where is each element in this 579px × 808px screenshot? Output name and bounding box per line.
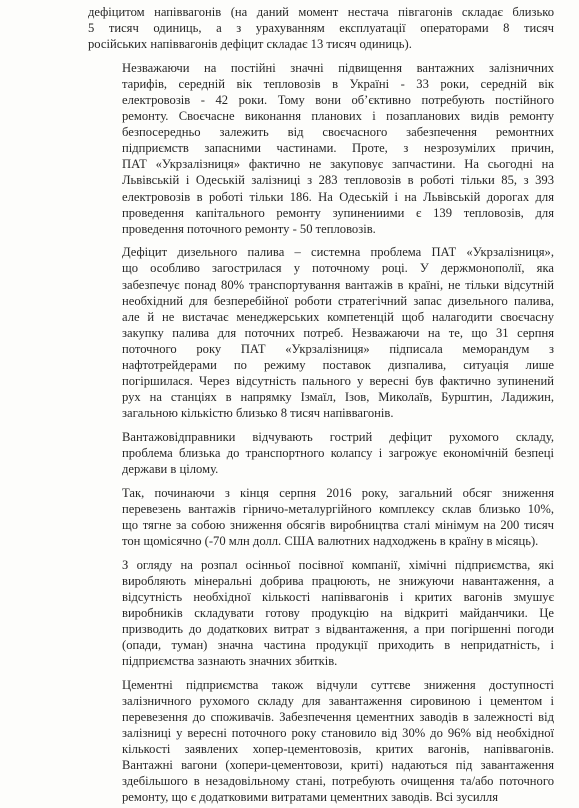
paragraph [88, 677, 554, 806]
text-line: Львівській і Одеській залізниці з 283 тепловозів в роботі тільки 85, з 393 [122, 173, 554, 188]
text-line: Вантажовідправники відчувають гострий дефіцит рухомого складу, [122, 429, 554, 444]
text-line: поточного року ПАТ «Укрзалізниця» підписала меморандум з [122, 341, 554, 356]
text-line: електровозів в роботі тільки 186. На Одеській і на Львівській дорогах для [122, 189, 554, 204]
text-line: але й не вистачає менеджерських компетенцій щоб налагодити своєчасну [122, 309, 554, 324]
paragraph [88, 4, 554, 52]
text-line: відсутність необхідної кількості напіввагонів і критих вагонів змушує [122, 589, 554, 604]
text-line: З огляду на розпал осінньої посівної компанії, хімічні підприємства, які [122, 557, 554, 572]
text-line: (опади, туман) значна частина продукції приходить в непридатність, і [122, 637, 554, 652]
text-line: тарифів, середній вік тепловозів в Україні - 33 роки, середній вік [122, 76, 554, 91]
paragraph [88, 244, 554, 421]
text-line: загальною кількістю близько 8 тисяч напіввагонів. [122, 406, 394, 421]
text-line: проведення капітального ремонту зупинениими є 139 тепловозів, для [122, 205, 554, 220]
text-line: що тягне за собою зниження обсягів виробництва сталі мінімум на 200 тисяч [122, 517, 554, 532]
text-line: залізниці у вересні поточного року становило від 30% до 96% від необхідної [122, 725, 554, 740]
text-line: перевезень вантажів гірничо-металургійного комплексу склав близько 10%, [122, 501, 554, 516]
text-line: Дефіцит дизельного палива – системна проблема ПАТ «Укрзалізниця», [122, 245, 554, 260]
text-line: підприємств запасними частинами. Проте, з незрозумілих причин, [122, 141, 554, 156]
text-line: ремонту, що є додатковими витратами цементних заводів. Всі зусилля [122, 790, 499, 805]
text-line: Вантажні вагони (хопери-цементовози, криті) надаються під завантаження [122, 758, 554, 773]
paragraph [88, 485, 554, 549]
text-line: забезпечує понад 80% транспортування вантажів в країні, не тільки відсутній [122, 277, 554, 292]
document-body [88, 4, 554, 808]
text-line: нафтотрейдерами по режиму поставок дизпалива, ситуація лише [122, 357, 554, 372]
text-line: тон щомісячно (-70 млн долл. США валютних надходжень в країну в місяць). [122, 533, 539, 548]
paragraph [88, 557, 554, 670]
text-line: російських напіввагонів дефіцит складає 13 тисяч одиниць). [88, 37, 412, 52]
paragraph [88, 429, 554, 477]
paragraph [88, 60, 554, 237]
text-line: дефіцитом напіввагонів (на даний момент нестача півгагонів складає близько [88, 5, 554, 19]
text-line: кількості заявлених хопер-цементовозів, критих вагонів, напіввагонів. [122, 742, 554, 757]
text-line: електровозів - 42 роки. Тому вони об’єктивно потребують постійного [122, 92, 554, 107]
text-line: Цементні підприємства також відчули суттєве зниження доступності [122, 677, 554, 692]
text-line: ПАТ «Укрзалізниця» фактично не закуповує запчастини. На сьогодні на [122, 157, 554, 172]
text-line: проведення поточного ремонту - 50 тепловозів. [122, 221, 376, 236]
text-line: необхідний для безперебійної роботи стратегічний запас дизельного палива, [122, 293, 554, 308]
text-line: ремонту. Своєчасне виконання планових і позапланових видів ремонту [122, 109, 554, 124]
text-line: Так, починаючи з кінця серпня 2016 року, загальний обсяг зниження [122, 485, 554, 500]
text-line: 5 тисяч одиниць, а з урахуванням експлуатації операторами 8 тисяч [88, 21, 554, 36]
text-line: безпосередньо залежить від своєчасного забезпечення ремонтних [122, 125, 554, 140]
text-line: проблема близька до транспортного колапсу і загрожує економічній безпеці [122, 445, 554, 460]
text-line: виробляють мінеральні добрива працюють, не знижуючи навантаження, а [122, 573, 554, 588]
text-line: рух на станціях в напрямку Ізмаїл, Ізов, Миколаїв, Бурштин, Ладижин, [122, 390, 554, 405]
text-line: залізничного рухомого складу для завантаження сировиною і цементом і [122, 693, 554, 708]
text-line: здебільшого в незадовільному стані, потребують очищення та/або поточного [122, 774, 554, 789]
text-line: перевезення до споживачів. Забезпечення цементних заводів в залежності від [122, 709, 554, 724]
text-line: що особливо загострилася у поточному році. У держмонополії, яка [122, 261, 554, 276]
text-line: підприємства зазнають значних збитків. [122, 654, 338, 669]
text-line: виробників складувати готову продукцію на відкриті майданчики. Це [122, 605, 554, 620]
text-line: призводить до додаткових витрат з відвантаження, а при погіршенні погоди [122, 621, 554, 636]
text-line: закупку палива для поточних потреб. Незважаючи на те, що 31 серпня [122, 325, 554, 340]
text-line: погіршилася. Через відсутність пального у вересні був фактично зупинений [122, 374, 554, 389]
text-line: Незважаючи на постійні значні підвищення вантажних залізничних [122, 60, 554, 75]
text-line: держави в цілому. [122, 462, 219, 477]
